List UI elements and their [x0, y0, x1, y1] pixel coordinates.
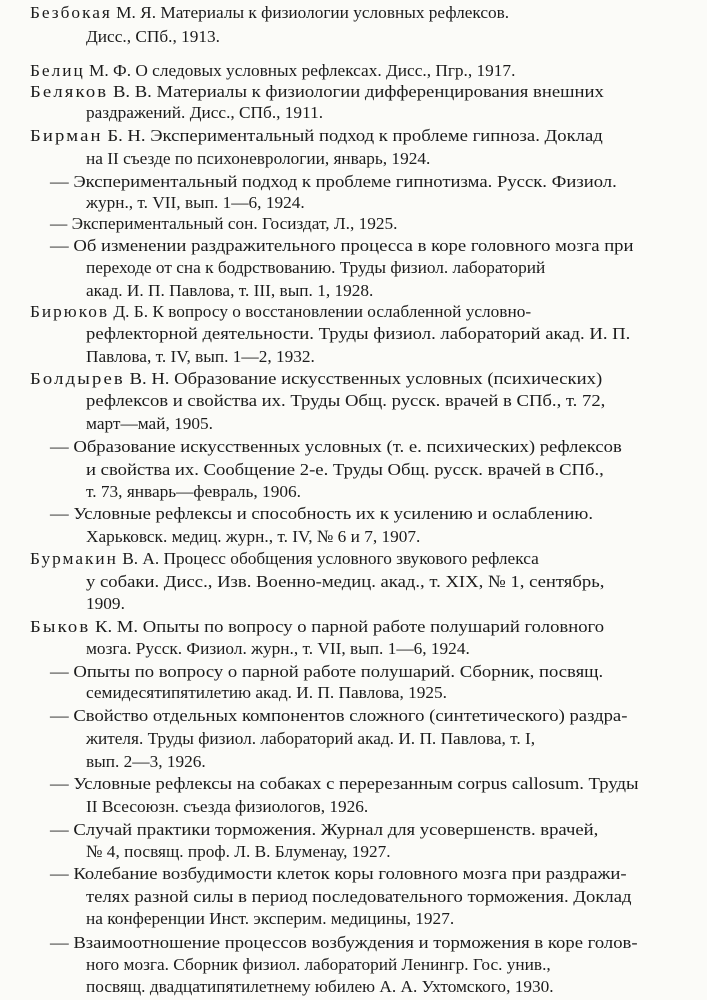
- author-initials: В. Н.: [129, 369, 170, 388]
- entry-line: [30, 302, 531, 322]
- entry-line: [50, 864, 627, 884]
- entry-line: [86, 729, 535, 749]
- dash-marker: —: [50, 236, 69, 255]
- entry-line: [86, 572, 604, 592]
- entry-line: [86, 683, 447, 703]
- entry-text: Материалы к физиологии условных рефлексов.: [160, 3, 510, 22]
- entry-line: [86, 460, 604, 480]
- author-initials: В. В.: [112, 82, 152, 101]
- entry-text: у собаки. Дисс., Изв. Военно-медиц. акад., т. XIX, № 1, сентябрь,: [86, 572, 605, 591]
- entry-text: вып. 2—3, 1926.: [86, 752, 206, 771]
- entry-line: [86, 414, 213, 434]
- entry-line: [50, 236, 634, 256]
- entry-text: на конференции Инст. эксперим. медицины, 1927.: [86, 909, 455, 928]
- entry-text: телях разной силы в период последовательного торможения. Доклад: [86, 887, 632, 906]
- entry-text: К вопросу о восстановлении ослабленной условно-: [152, 302, 532, 321]
- author-initials: В. А.: [122, 549, 160, 568]
- entry-text: № 4, посвящ. проф. Л. В. Блуменау, 1927.: [86, 842, 391, 861]
- entry-line: [50, 774, 639, 794]
- dash-marker: —: [50, 172, 69, 191]
- dash-marker: —: [50, 706, 69, 725]
- author-surname: Белиц: [30, 61, 85, 80]
- entry-text: Процесс обобщения условного звукового рефлекса: [163, 549, 539, 568]
- author-surname: Бирюков: [30, 302, 110, 321]
- author-surname: Бурмакин: [30, 549, 118, 568]
- entry-text: Условные рефлексы на собаках с перерезанным corpus callosum. Труды: [73, 774, 639, 793]
- entry-line: [50, 706, 627, 726]
- entry-line: [30, 126, 603, 146]
- entry-line: [50, 172, 617, 192]
- entry-text: семидесятипятилетию акад. И. П. Павлова, 1925.: [86, 683, 447, 702]
- entry-line: [86, 955, 551, 975]
- entry-line: [86, 482, 301, 502]
- entry-line: [86, 842, 391, 862]
- entry-text: Колебание возбудимости клеток коры головного мозга при раздражи-: [73, 864, 627, 883]
- dash-marker: —: [50, 933, 69, 952]
- entry-line: [86, 281, 373, 301]
- entry-line: [86, 391, 605, 411]
- author-initials: Д. Б.: [113, 302, 149, 321]
- entry-text: и свойства их. Сообщение 2-е. Труды Общ. русск. врачей в СПб.,: [86, 460, 604, 479]
- entry-line: [50, 504, 593, 524]
- entry-line: [86, 193, 305, 213]
- entry-line: [50, 933, 638, 953]
- entry-line: [86, 149, 430, 169]
- entry-text: Опыты по вопросу о парной работе полушарий. Сборник, посвящ.: [73, 662, 604, 681]
- entry-text: Образование искусственных условных (психических): [174, 369, 603, 388]
- entry-line: [86, 639, 470, 659]
- author-initials: М. Ф.: [89, 61, 132, 80]
- author-surname: Бирман: [30, 126, 103, 145]
- dash-marker: —: [50, 820, 69, 839]
- entry-text: посвящ. двадцатипятилетнему юбилею А. А. Ухтомского, 1930.: [86, 977, 554, 996]
- entry-line: [30, 61, 515, 81]
- entry-text: Свойство отдельных компонентов сложного (синтетического) раздра-: [73, 706, 628, 725]
- entry-text: О следовых условных рефлексах. Дисс., Пгр., 1917.: [135, 61, 516, 80]
- entry-line: [86, 527, 420, 547]
- entry-text: Павлова, т. IV, вып. 1—2, 1932.: [86, 347, 315, 366]
- entry-line: [86, 909, 454, 929]
- entry-text: Материалы к физиологии дифференцирования внешних: [156, 82, 604, 101]
- entry-text: т. 73, январь—февраль, 1906.: [86, 482, 301, 501]
- entry-text: II Всесоюзн. съезда физиологов, 1926.: [86, 797, 369, 816]
- entry-line: [86, 258, 545, 278]
- entry-text: мозга. Русск. Физиол. журн., т. VII, вып. 1—6, 1924.: [86, 639, 470, 658]
- entry-text: Экспериментальный подход к проблеме гипнотизма. Русск. Физиол.: [73, 172, 617, 191]
- entry-line: [50, 437, 622, 457]
- entry-text: Взаимоотношение процессов возбуждения и торможения в коре голов-: [73, 933, 638, 952]
- entry-line: [30, 369, 602, 389]
- entry-text: Об изменении раздражительного процесса в коре головного мозга при: [73, 236, 634, 255]
- entry-line: [86, 27, 220, 47]
- entry-text: журн., т. VII, вып. 1—6, 1924.: [86, 193, 305, 212]
- entry-line: [30, 617, 604, 637]
- entry-line: [86, 347, 315, 367]
- dash-marker: —: [50, 662, 69, 681]
- entry-text: Экспериментальный подход к проблеме гипноза. Доклад: [150, 126, 603, 145]
- author-initials: М. Я.: [116, 3, 157, 22]
- entry-line: [86, 103, 323, 123]
- entry-text: Дисс., СПб., 1913.: [86, 27, 220, 46]
- author-surname: Быков: [30, 617, 91, 636]
- entry-text: акад. И. П. Павлова, т. III, вып. 1, 1928.: [86, 281, 374, 300]
- author-initials: К. М.: [95, 617, 139, 636]
- entry-line: [86, 887, 632, 907]
- entry-line: [86, 752, 206, 772]
- entry-line: [86, 977, 554, 997]
- entry-line: [86, 594, 125, 614]
- entry-line: [50, 820, 598, 840]
- entry-line: [86, 797, 368, 817]
- entry-line: [30, 3, 509, 23]
- entry-text: Харьковск. медиц. журн., т. IV, № 6 и 7, 1907.: [86, 527, 421, 546]
- author-surname: Болдырев: [30, 369, 125, 388]
- entry-text: переходе от сна к бодрствованию. Труды физиол. лабораторий: [86, 258, 546, 277]
- author-surname: Беляков: [30, 82, 109, 101]
- dash-marker: —: [50, 437, 69, 456]
- entry-line: [86, 324, 630, 344]
- entry-text: Условные рефлексы и способность их к усилению и ослаблению.: [73, 504, 593, 523]
- entry-text: рефлексов и свойства их. Труды Общ. русск. врачей в СПб., т. 72,: [86, 391, 606, 410]
- entry-text: на II съезде по психоневрологии, январь, 1924.: [86, 149, 431, 168]
- entry-text: Опыты по вопросу о парной работе полушарий головного: [142, 617, 605, 636]
- entry-text: жителя. Труды физиол. лабораторий акад. И. П. Павлова, т. I,: [86, 729, 536, 748]
- entry-line: [50, 214, 397, 234]
- entry-line: [30, 82, 604, 102]
- entry-text: Образование искусственных условных (т. е. психических) рефлексов: [73, 437, 622, 456]
- entry-line: [50, 662, 603, 682]
- dash-marker: —: [50, 504, 69, 523]
- entry-text: Случай практики торможения. Журнал для усовершенств. врачей,: [73, 820, 599, 839]
- dash-marker: —: [50, 214, 68, 233]
- entry-text: рефлекторной деятельности. Труды физиол. лабораторий акад. И. П.: [86, 324, 631, 343]
- author-initials: Б. Н.: [107, 126, 146, 145]
- entry-text: март—май, 1905.: [86, 414, 213, 433]
- entry-text: Экспериментальный сон. Госиздат, Л., 1925.: [71, 214, 398, 233]
- dash-marker: —: [50, 864, 69, 883]
- entry-text: раздражений. Дисс., СПб., 1911.: [86, 103, 324, 122]
- dash-marker: —: [50, 774, 69, 793]
- entry-line: [30, 549, 539, 569]
- author-surname: Безбокая: [30, 3, 112, 22]
- entry-text: 1909.: [86, 594, 125, 613]
- entry-text: ного мозга. Сборник физиол. лабораторий Ленингр. Гос. унив.,: [86, 955, 551, 974]
